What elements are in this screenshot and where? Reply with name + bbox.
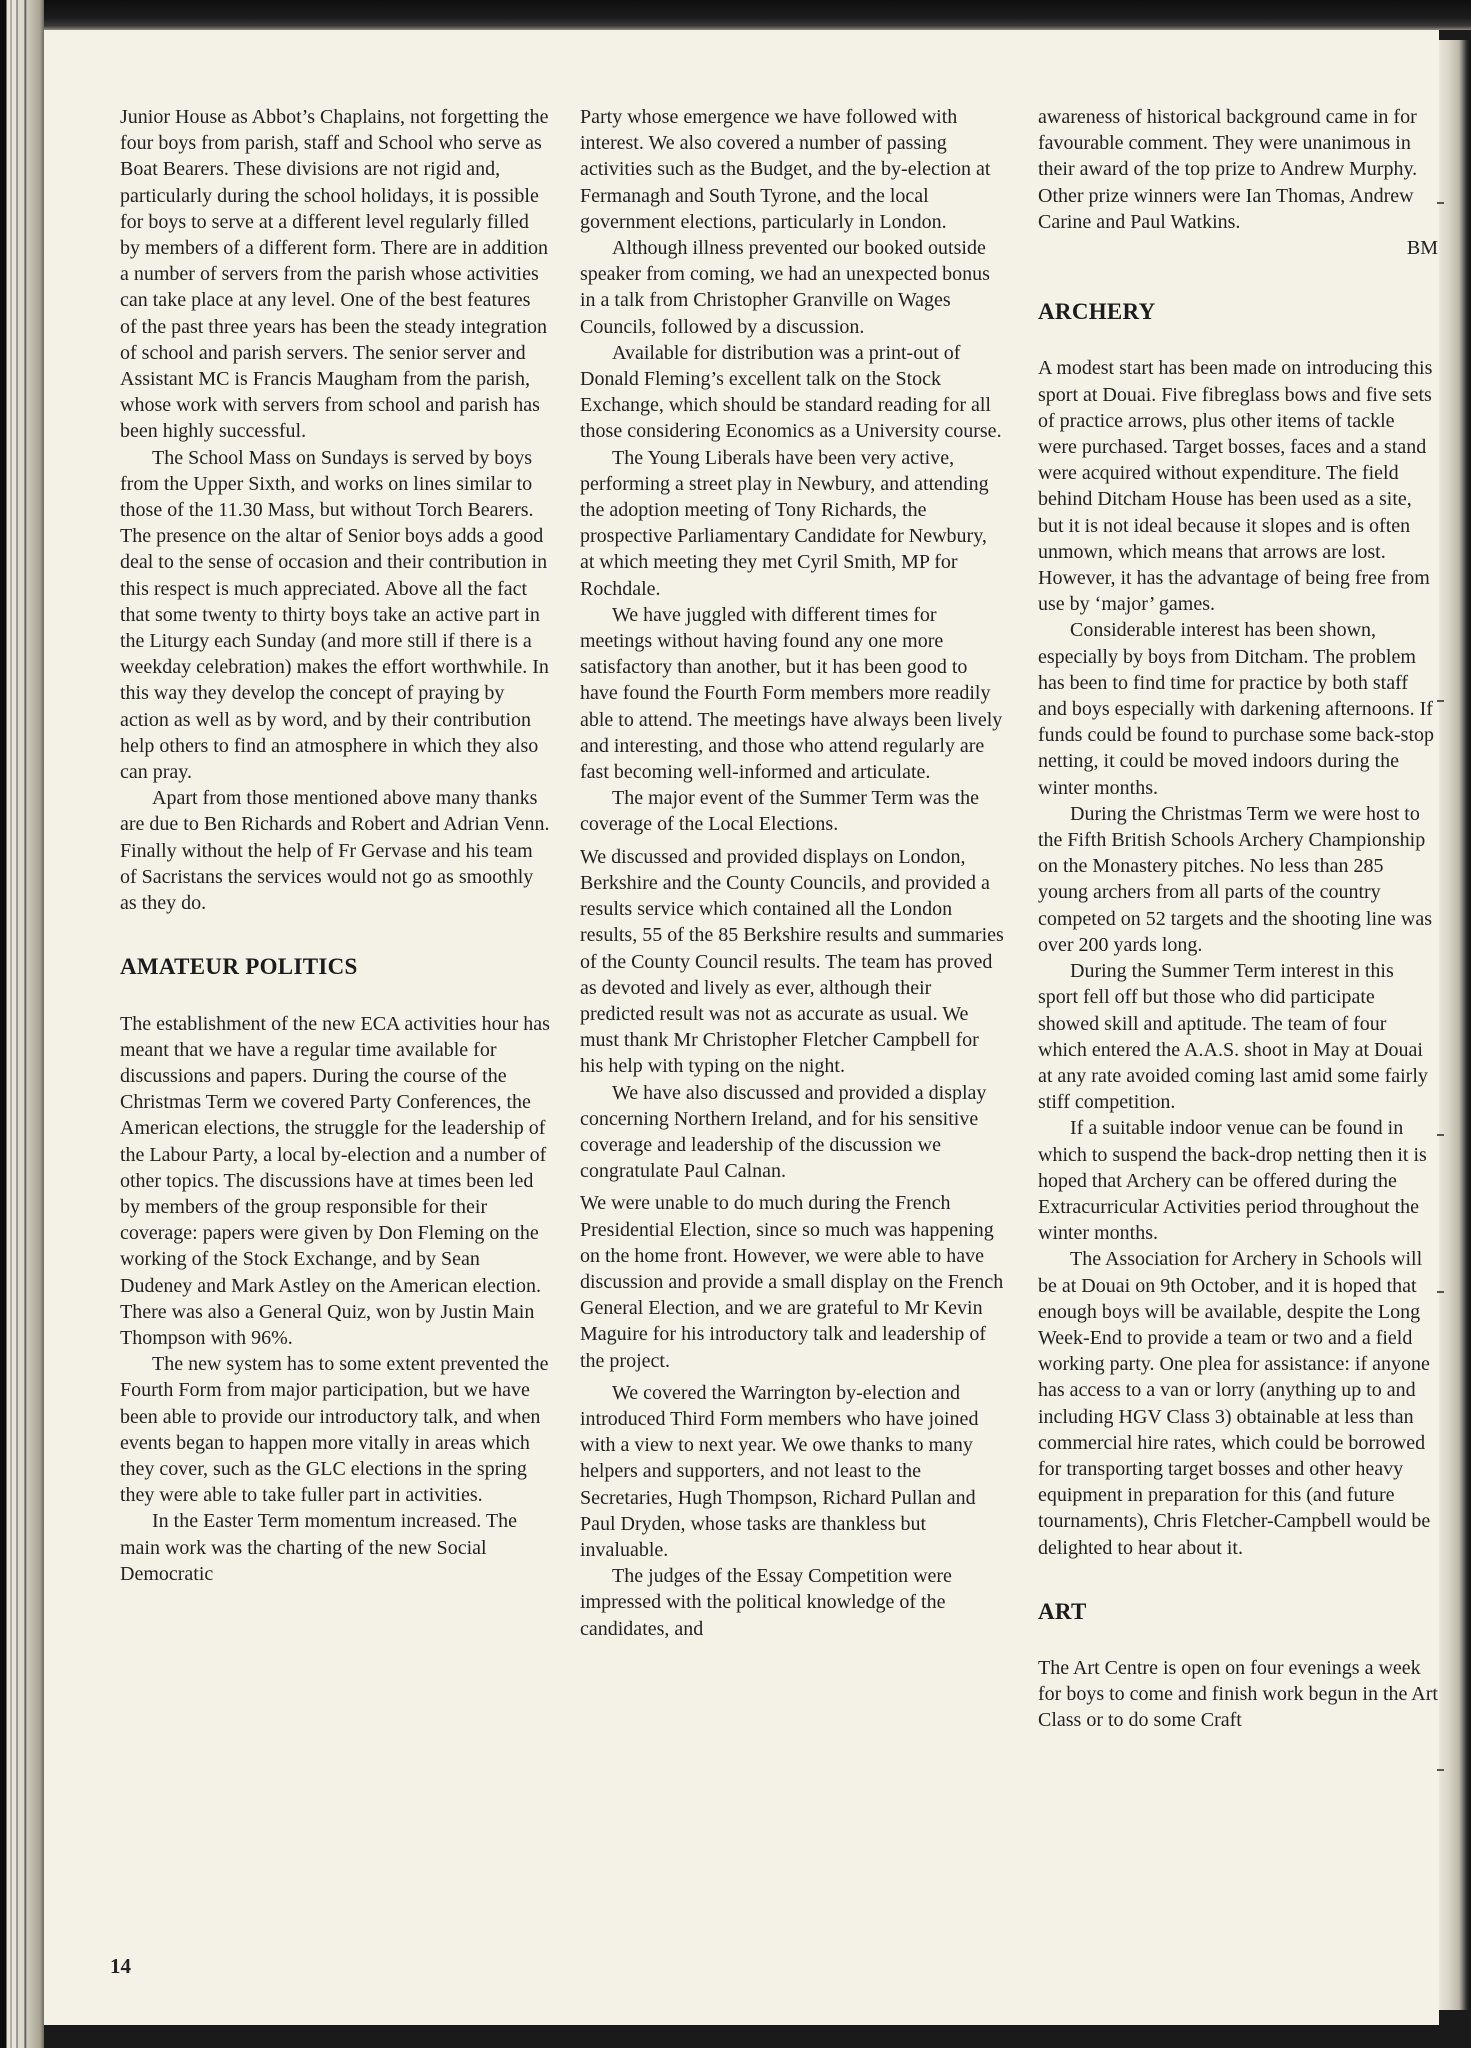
paragraph: A modest start has been made on introducing this sport at Douai. Five fibreglass bows and five sets of practice arrows, plus other items of tackle were purchased. Target bosses, faces and a stand were acquired without expenditure. The field behind Ditcham House has been used as a site, but it is not ideal because it slopes and is often unmown, which means that arrows are lost. However, it has the advantage of being free from use by ‘major’ games. [1038,357,1433,616]
paragraph: We covered the Warrington by-election and introduced Third Form members who have joined with a view to next year. We owe thanks to many helpers and supporters, and not least to the Secretaries, Hugh Thompson, Richard Pullan and Paul Dryden, whose tasks are thankless but invaluable. [580,1381,979,1561]
paragraph: Available for distribution was a print-out of Donald Fleming’s excellent talk on the Stock Exchange, which should be standard reading for all those considering Economics as a University course. [580,341,1002,443]
page-number: 14 [110,1954,131,1978]
margin-tick [1437,1134,1444,1136]
paragraph: In the Easter Term momentum increased. The main work was the charting of the new Social Democratic [120,1510,517,1585]
column-right [1038,104,1438,1734]
book-spine-edge [0,0,44,2048]
paragraph: Junior House as Abbot’s Chaplains, not forgetting the four boys from parish, staff and School who serve as Boat Bearers. These divisions are not rigid and, particularly during the school holidays, it is possible for boys to serve at a different level regularly filled by members of a different form. There are in addition a number of servers from the parish whose activities can take place at any level. One of the best features of the past three years has been the steady integration of school and parish servers. The senior server and Assistant MC is Francis Maugham from the parish, whose work with servers from school and parish has been highly successful. [120,106,549,443]
paragraph: The establishment of the new ECA activities hour has meant that we have a regular time available for discussions and papers. During the course of the Christmas Term we covered Party Conferences, the American elections, the struggle for the leadership of the Labour Party, a local by-election and a number of other topics. The discussions have at times been led by members of the group responsible for their coverage: papers were given by Don Fleming on the working of the Stock Exchange, and by Sean Dudeney and Mark Astley on the American election. There was also a General Quiz, won by Justin Main Thompson with 96%. [120,1012,550,1349]
margin-tick [1437,202,1444,204]
paragraph: During the Summer Term interest in this sport fell off but those who did participate showed skill and aptitude. The team of four which entered the A.A.S. shoot in May at Douai at any rate avoided coming last amid some fairly stiff competition. [1038,960,1428,1114]
margin-tick [1437,1291,1444,1293]
paragraph: awareness of historical background came in for favourable comment. They were unanimous in their award of the top prize to Andrew Murphy. Other prize winners were Ian Thomas, Andrew Carine and Paul Watkins. [1038,106,1418,233]
paragraph: The Young Liberals have been very active, performing a street play in Newbury, and attending the adoption meeting of Tony Richards, the prospective Parliamentary Candidate for Newbury, at which meeting they met Cyril Smith, MP for Rochdale. [580,446,989,600]
paragraph: We discussed and provided displays on London, Berkshire and the County Councils, and provided a results service which contained all the London results, 55 of the 85 Berkshire results and summaries of the County Council results. The team has proved as devoted and lively as ever, although their predicted result was not as accurate as usual. We must thank Mr Christopher Fletcher Campbell for his help with typing on the night. [580,845,1004,1078]
paragraph: Apart from those mentioned above many thanks are due to Ben Richards and Robert and Adrian Venn. Finally without the help of Fr Gervase and his team of Sacristans the services would not go as smoothly as they do. [120,787,550,915]
margin-tick [1437,1769,1444,1771]
paragraph: The Association for Archery in Schools will be at Douai on 9th October, and it is hoped that enough boys will be available, despite the Long Week-End to provide a team or two and a field working party. One plea for assistance: if anyone has access to a van or lorry (anything up to and including HGV Class 3) obtainable at less than commercial hire rates, which could be borrowed for transporting target bosses and other heavy equipment in preparation for this (and future tournaments), Chris Fletcher-Campbell would be delighted to hear about it. [1038,1248,1431,1559]
paragraph: Party whose emergence we have followed with interest. We also covered a number of passing activities such as the Budget, and the by-election at Fermanagh and South Tyrone, and the local government elections, particularly in London. [580,106,991,233]
column-left [120,104,550,1587]
paragraph: Although illness prevented our booked outside speaker from coming, we had an unexpected bonus in a talk from Christopher Granville on Wages Councils, followed by a discussion. [580,237,990,338]
paragraph: The Art Centre is open on four evenings a week for boys to come and finish work begun in the Art Class or to do some Craft [1038,1656,1438,1732]
paragraph: If a suitable indoor venue can be found in which to suspend the back-drop netting then it is hoped that Archery can be offered during the Extracurricular Activities period throughout the winter months. [1038,1117,1427,1245]
paragraph: During the Christmas Term we were host to the Fifth British Schools Archery Championship on the Monastery pitches. No less than 285 young archers from all parts of the country competed on 52 targets and the shooting line was over 200 yards long. [1038,802,1432,956]
page-right-edge [1439,40,1471,2010]
paragraph: The major event of the Summer Term was the coverage of the Local Elections. [580,787,980,836]
paragraph: We have juggled with different times for meetings without having found any one more satisfactory than another, but it has been good to have found the Fourth Form members more readily able to attend. The meetings have always been lively and interesting, and those who attend regularly are fast becoming well-informed and articulate. [580,603,1003,784]
author-initials: BM [1406,237,1438,260]
paragraph: We have also discussed and provided a display concerning Northern Ireland, and for his sensitive coverage and leadership of the discussion we congratulate Paul Calnan. [580,1081,987,1183]
paragraph: The new system has to some extent prevented the Fourth Form from major participation, but we have been able to provide our introductory talk, and when events began to happen more vitally in areas which they cover, such as the GLC elections in the spring they were able to take fuller part in activities. [120,1353,549,1507]
paragraph: Considerable interest has been shown, especially by boys from Ditcham. The problem has been to find time for practice by both staff and boys especially with darkening afternoons. If funds could be found to purchase some back-stop netting, it could be moved indoors during the winter months. [1038,619,1435,799]
paragraph: The School Mass on Sundays is served by boys from the Upper Sixth, and works on lines similar to those of the 11.30 Mass, but without Torch Bearers. The presence on the altar of Senior boys adds a good deal to the sense of occasion and their contribution in this respect is much appreciated. Above all the fact that some twenty to thirty boys take an active part in the Liturgy each Sunday (and more still if there is a weekday celebration) makes the effort worthwhile. In this way they develop the concept of praying by action as well as by word, and by their contribution help others to find an atmosphere in which they also can pray. [120,446,549,784]
section-heading-art: ART [1038,1598,1087,1624]
section-heading-archery: ARCHERY [1038,299,1156,325]
scan-top-edge [0,0,1471,30]
section-heading-amateur-politics: AMATEUR POLITICS [120,954,358,980]
paragraph: We were unable to do much during the French Presidential Election, since so much was happening on the home front. However, we were able to have discussion and provide a small display on the French General Election, and we are grateful to Mr Kevin Maguire for his introductory talk and leadership of the project. [580,1192,1004,1372]
margin-tick [1437,700,1444,702]
column-middle [580,104,1005,1642]
paragraph: The judges of the Essay Competition were impressed with the political knowledge of the candidates, and [580,1565,952,1640]
